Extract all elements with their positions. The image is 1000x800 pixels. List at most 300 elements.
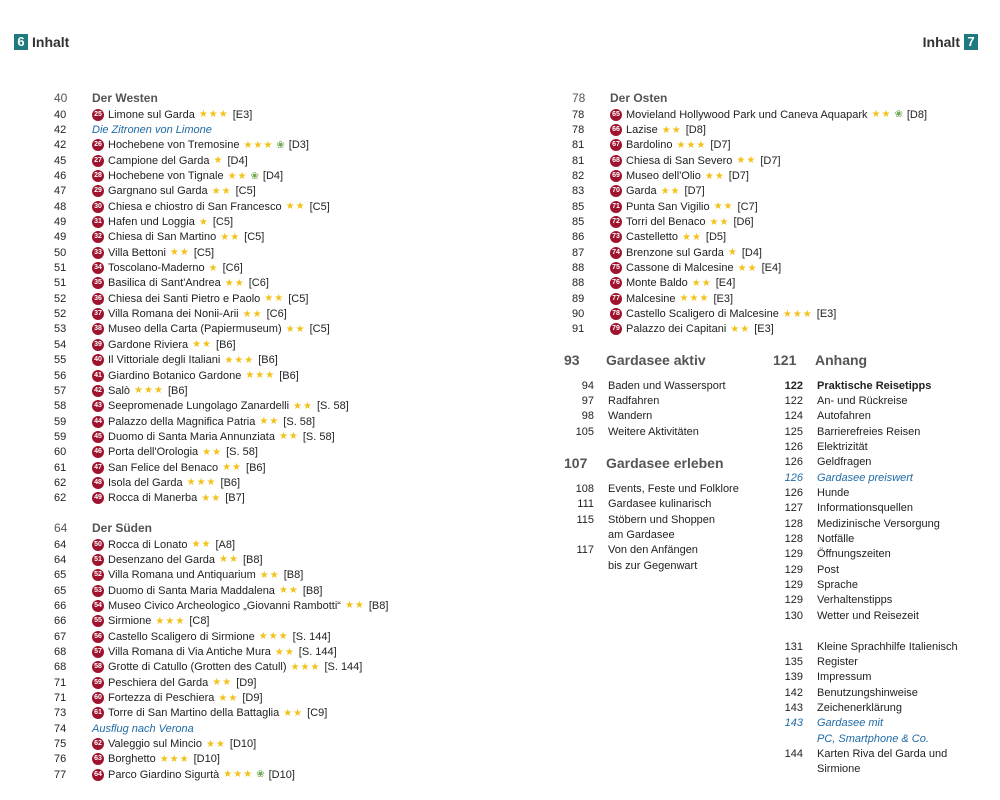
entry-title: Salò <box>108 384 131 397</box>
entry-title: Bardolino <box>626 139 673 152</box>
entry-page: 87 <box>572 246 585 259</box>
toc-entry[interactable] <box>54 138 494 153</box>
entry-title: Villa Romana dei Nonii-Arii <box>108 308 239 321</box>
sight-number-badge: 59 <box>92 677 104 689</box>
map-reference: [D8] <box>906 108 928 121</box>
toc-entry[interactable] <box>54 537 494 552</box>
entry-title: Barrierefreies Reisen <box>817 425 921 438</box>
toc-entry[interactable] <box>54 736 494 751</box>
star-rating: ★★ <box>212 677 233 689</box>
sight-number-badge: 50 <box>92 539 104 551</box>
toc-entry[interactable] <box>54 306 494 321</box>
sight-number-badge: 40 <box>92 354 104 366</box>
entry-title: Hafen und Loggia <box>108 216 195 229</box>
toc-entry[interactable] <box>773 470 993 485</box>
toc-entry[interactable] <box>773 501 993 516</box>
map-reference: [D9] <box>236 676 257 689</box>
entry-title: Karten Riva del Garda und <box>817 747 948 760</box>
toc-entry[interactable] <box>773 409 993 424</box>
toc-entry[interactable] <box>564 527 764 542</box>
toc-entry[interactable] <box>54 460 494 475</box>
toc-entry[interactable] <box>54 214 494 229</box>
entry-page: 51 <box>54 262 67 275</box>
section-title: Der Westen <box>92 91 158 105</box>
star-rating: ★★ <box>713 201 734 213</box>
section-west-head <box>54 90 494 106</box>
toc-entry[interactable] <box>564 393 764 408</box>
toc-entry[interactable] <box>572 214 982 229</box>
entry-title: Notfälle <box>817 533 855 546</box>
entry-title: Zeichenerklärung <box>817 701 902 714</box>
toc-entry[interactable] <box>54 383 494 398</box>
star-rating: ★★★ <box>782 308 813 320</box>
star-rating: ★★ <box>691 277 712 289</box>
entry-page: 59 <box>54 415 67 428</box>
toc-entry[interactable] <box>773 577 993 592</box>
star-rating: ★★ <box>202 446 223 458</box>
toc-entry[interactable] <box>54 644 494 659</box>
entry-title: Chiesa e chiostro di San Francesco <box>108 200 282 213</box>
entry-page: 64 <box>54 538 67 551</box>
nature-icon: ❀ <box>894 109 903 121</box>
map-reference: [S. 58] <box>316 400 349 413</box>
entry-title: Basilica di Sant'Andrea <box>108 277 221 290</box>
sight-number-badge: 48 <box>92 477 104 489</box>
entry-page: 126 <box>784 471 803 484</box>
sight-number-badge: 77 <box>610 293 622 305</box>
star-rating: ★★ <box>285 323 306 335</box>
sight-number-badge: 79 <box>610 323 622 335</box>
toc-entry[interactable] <box>54 690 494 705</box>
star-rating: ★★ <box>201 492 222 504</box>
map-reference: [S. 144] <box>298 646 337 659</box>
sight-number-badge: 70 <box>610 185 622 197</box>
entry-title: Punta San Vigilio <box>626 200 710 213</box>
entry-title: Chiesa di San Martino <box>108 231 217 244</box>
toc-entry[interactable] <box>773 455 993 470</box>
toc-entry[interactable] <box>572 153 982 168</box>
section-east-head <box>572 90 982 106</box>
toc-entry[interactable] <box>54 568 494 583</box>
section-page: 78 <box>572 91 586 105</box>
entry-title: Peschiera del Garda <box>108 676 209 689</box>
toc-entry[interactable] <box>54 675 494 690</box>
toc-entry[interactable] <box>54 598 494 613</box>
section-title: Anhang <box>815 352 868 368</box>
entry-page: 65 <box>54 569 67 582</box>
entry-page: 49 <box>54 216 67 229</box>
section-south-head <box>54 520 494 536</box>
entry-title: Chiesa dei Santi Pietro e Paolo <box>108 292 261 305</box>
toc-entry[interactable] <box>773 685 993 700</box>
toc-entry[interactable] <box>773 762 993 777</box>
sight-number-badge: 47 <box>92 462 104 474</box>
star-rating: ★★ <box>219 554 239 566</box>
entry-page: 122 <box>784 395 803 408</box>
sight-number-badge: 63 <box>92 753 104 765</box>
entry-title: Museo dell'Olio <box>626 170 701 183</box>
entry-title: Radfahren <box>608 395 660 408</box>
entry-title: Praktische Reisetipps <box>817 379 932 392</box>
star-rating: ★★ <box>192 339 213 351</box>
toc-entry[interactable] <box>564 543 764 558</box>
entry-title: Baden und Wassersport <box>608 379 726 392</box>
entry-title: Verhaltenstipps <box>817 594 893 607</box>
toc-entry[interactable] <box>773 716 993 731</box>
entry-title: San Felice del Benaco <box>108 461 219 474</box>
toc-entry[interactable] <box>54 614 494 629</box>
entry-page: 48 <box>54 200 67 213</box>
entry-title: Museo della Carta (Papiermuseum) <box>108 323 282 336</box>
toc-entry[interactable] <box>773 547 993 562</box>
toc-entry[interactable] <box>54 168 494 183</box>
map-reference: [D7] <box>728 170 749 183</box>
toc-entry[interactable] <box>773 593 993 608</box>
map-reference: [B6] <box>279 369 299 382</box>
map-reference: [E4] <box>715 277 736 290</box>
map-reference: [S. 58] <box>283 415 316 428</box>
entry-title: Stöbern und Shoppen <box>608 513 716 526</box>
entry-title: Borghetto <box>108 753 156 766</box>
entry-page: 76 <box>54 753 67 766</box>
toc-entry[interactable] <box>773 608 993 623</box>
star-rating: ★★ <box>191 539 212 551</box>
sight-number-badge: 57 <box>92 646 104 658</box>
toc-entry[interactable] <box>572 122 982 137</box>
entry-title: An- und Rückreise <box>817 395 908 408</box>
toc-entry[interactable] <box>773 700 993 715</box>
toc-entry[interactable] <box>54 767 494 782</box>
map-reference: [C6] <box>266 308 287 321</box>
map-reference: [B6] <box>246 461 266 474</box>
entry-title: Die Zitronen von Limone <box>92 124 212 137</box>
entry-page: 49 <box>54 231 67 244</box>
star-rating: ★★ <box>661 124 682 136</box>
toc-entry[interactable] <box>564 409 764 424</box>
toc-entry[interactable] <box>773 378 993 393</box>
map-reference: [D10] <box>229 738 257 751</box>
entry-page: 53 <box>54 323 67 336</box>
nature-icon: ❀ <box>250 170 259 182</box>
toc-entry[interactable] <box>572 276 982 291</box>
entry-title: Limone sul Garda <box>108 108 195 121</box>
toc-entry[interactable] <box>54 245 494 260</box>
entry-title: Monte Baldo <box>626 277 688 290</box>
toc-entry[interactable] <box>54 475 494 490</box>
entry-title: Weitere Aktivitäten <box>608 425 699 438</box>
map-reference: [C5] <box>193 246 215 259</box>
star-rating: ★★★ <box>134 385 164 397</box>
entry-page: 128 <box>784 517 803 530</box>
entry-page: 62 <box>54 476 67 489</box>
toc-entry[interactable] <box>54 706 494 721</box>
sight-number-badge: 66 <box>610 124 622 136</box>
entry-title: Castelletto <box>626 231 678 244</box>
toc-entry[interactable] <box>54 122 494 137</box>
entry-title: Events, Feste und Folklore <box>608 483 739 496</box>
entry-title: Hochebene von Tignale <box>108 170 224 183</box>
entry-title: Autofahren <box>817 410 871 423</box>
east-list <box>572 107 982 337</box>
toc-entry[interactable] <box>54 353 494 368</box>
toc-entry[interactable] <box>572 245 982 260</box>
sight-number-badge: 34 <box>92 262 104 274</box>
entry-title: am Gardasee <box>608 529 675 542</box>
toc-entry[interactable] <box>572 199 982 214</box>
entry-title: Medizinische Versorgung <box>817 517 940 530</box>
entry-title: Gardasee preiswert <box>817 471 913 484</box>
west-list <box>54 107 494 506</box>
section-page: 93 <box>564 352 580 368</box>
toc-entry[interactable] <box>54 552 494 567</box>
map-reference: [E3] <box>232 108 253 121</box>
toc-entry[interactable] <box>54 260 494 275</box>
entry-title: Villa Romana di Via Antiche Mura <box>108 646 271 659</box>
entry-title: Hochebene von Tremosine <box>108 139 240 152</box>
entry-page: 83 <box>572 185 585 198</box>
toc-entry[interactable] <box>54 721 494 736</box>
star-rating: ★★★ <box>243 139 274 151</box>
toc-entry[interactable] <box>773 746 993 761</box>
star-rating: ★★ <box>730 323 751 335</box>
toc-entry[interactable] <box>773 562 993 577</box>
sight-number-badge: 72 <box>610 216 622 228</box>
sight-number-badge: 36 <box>92 293 104 305</box>
entry-title: Hunde <box>817 487 850 500</box>
map-reference: [D5] <box>705 231 727 244</box>
entry-page: 40 <box>54 108 67 121</box>
map-reference: [A8] <box>215 538 236 551</box>
star-rating: ★★★ <box>198 109 229 121</box>
toc-entry[interactable] <box>572 260 982 275</box>
entry-page: 85 <box>572 200 585 213</box>
toc-entry[interactable] <box>54 429 494 444</box>
map-reference: [C5] <box>235 185 256 198</box>
toc-entry[interactable] <box>54 583 494 598</box>
entry-page: 66 <box>54 599 67 612</box>
map-reference: [E3] <box>816 308 837 321</box>
sight-number-badge: 29 <box>92 185 104 197</box>
toc-entry[interactable] <box>54 399 494 414</box>
star-rating: ★★★ <box>290 661 321 673</box>
toc-entry[interactable] <box>54 491 494 506</box>
sight-number-badge: 37 <box>92 308 104 320</box>
entry-page: 135 <box>784 655 803 668</box>
toc-entry[interactable] <box>54 752 494 767</box>
star-rating: ★★★ <box>159 753 190 765</box>
entry-page: 122 <box>784 379 803 392</box>
entry-page: 129 <box>784 579 803 592</box>
section-aktiv-head <box>564 350 764 370</box>
entry-page: 62 <box>54 492 67 505</box>
toc-entry[interactable] <box>773 516 993 531</box>
toc-entry[interactable] <box>773 670 993 685</box>
star-rating: ★★ <box>285 201 306 213</box>
toc-entry[interactable] <box>773 731 993 746</box>
toc-entry[interactable] <box>572 322 982 337</box>
entry-page: 82 <box>572 170 585 183</box>
toc-entry[interactable] <box>54 414 494 429</box>
entry-page: 47 <box>54 185 67 198</box>
star-rating: ★★ <box>222 462 243 474</box>
map-reference: [C5] <box>309 323 330 336</box>
toc-entry[interactable] <box>572 230 982 245</box>
toc-entry[interactable] <box>572 291 982 306</box>
sight-number-badge: 28 <box>92 170 104 182</box>
entry-page: 129 <box>784 563 803 576</box>
entry-page: 126 <box>784 487 803 500</box>
toc-entry[interactable] <box>564 558 764 573</box>
entry-page: 45 <box>54 154 67 167</box>
entry-title: Wandern <box>608 410 653 423</box>
entry-page: 74 <box>54 722 67 735</box>
sight-number-badge: 71 <box>610 201 622 213</box>
entry-page: 127 <box>784 502 803 515</box>
entry-page: 60 <box>54 446 67 459</box>
entry-title: Rocca di Lonato <box>108 538 188 551</box>
entry-page: 124 <box>784 410 803 423</box>
section-page: 40 <box>54 91 68 105</box>
toc-entry[interactable] <box>564 481 764 496</box>
map-reference: [D6] <box>733 216 754 229</box>
entry-page: 71 <box>54 676 67 689</box>
star-rating: ★★★ <box>676 139 707 151</box>
entry-title: Wetter und Reisezeit <box>817 609 919 622</box>
entry-page: 85 <box>572 216 585 229</box>
entry-title: Castello Scaligero di Malcesine <box>626 308 779 321</box>
toc-entry[interactable] <box>54 322 494 337</box>
sight-number-badge: 54 <box>92 600 104 612</box>
entry-page: 131 <box>784 640 803 653</box>
toc-entry[interactable] <box>54 153 494 168</box>
toc-entry[interactable] <box>54 199 494 214</box>
star-rating: ★★ <box>736 155 757 167</box>
star-rating: ★ <box>727 247 738 259</box>
sight-number-badge: 41 <box>92 370 104 382</box>
entry-page: 129 <box>784 594 803 607</box>
map-reference: [S. 58] <box>302 430 335 443</box>
entry-page: 46 <box>54 170 67 183</box>
map-reference: [B8] <box>302 584 323 597</box>
map-reference: [D10] <box>193 753 220 766</box>
toc-entry[interactable] <box>54 445 494 460</box>
anhang-list <box>773 378 993 777</box>
entry-page: 58 <box>54 400 67 413</box>
entry-page: 77 <box>54 768 67 781</box>
map-reference: [C5] <box>212 216 234 229</box>
map-reference: [B6] <box>220 476 241 489</box>
sight-number-badge: 38 <box>92 323 104 335</box>
toc-entry[interactable] <box>572 306 982 321</box>
toc-entry[interactable] <box>564 378 764 393</box>
star-rating: ★★★ <box>224 354 255 366</box>
entry-page: 143 <box>784 717 803 730</box>
entry-page: 105 <box>575 425 594 438</box>
toc-entry[interactable] <box>773 439 993 454</box>
map-reference: [D4] <box>227 154 248 167</box>
south-list <box>54 537 494 783</box>
sight-number-badge: 61 <box>92 707 104 719</box>
toc-entry[interactable] <box>54 184 494 199</box>
star-rating: ★★ <box>278 431 299 443</box>
toc-entry[interactable] <box>54 107 494 122</box>
aktiv-list <box>564 378 764 439</box>
toc-entry[interactable] <box>773 531 993 546</box>
section-page: 121 <box>773 352 797 368</box>
sight-number-badge: 65 <box>610 109 622 121</box>
entry-page: 115 <box>576 513 594 526</box>
star-rating: ★★ <box>227 170 248 182</box>
entry-page: 130 <box>784 609 803 622</box>
toc-entry[interactable] <box>564 512 764 527</box>
toc-entry[interactable] <box>773 485 993 500</box>
toc-entry[interactable] <box>564 497 764 512</box>
entry-title: Seepromenade Lungolago Zanardelli <box>108 400 290 413</box>
map-reference: [E3] <box>754 323 774 336</box>
sight-number-badge: 67 <box>610 139 622 151</box>
toc-entry[interactable] <box>572 138 982 153</box>
toc-entry[interactable] <box>572 107 982 122</box>
toc-entry[interactable] <box>773 654 993 669</box>
sight-number-badge: 74 <box>610 247 622 259</box>
entry-page: 68 <box>54 646 67 659</box>
map-reference: [C5] <box>244 231 265 244</box>
entry-page: 125 <box>784 425 803 438</box>
entry-page: 71 <box>54 692 67 705</box>
map-reference: [C9] <box>307 707 328 720</box>
toc-entry[interactable] <box>54 291 494 306</box>
map-reference: [B6] <box>167 384 188 397</box>
entry-page: 139 <box>784 671 803 684</box>
sight-number-badge: 44 <box>92 416 104 428</box>
toc-entry[interactable] <box>54 629 494 644</box>
toc-entry[interactable] <box>54 337 494 352</box>
sight-number-badge: 42 <box>92 385 104 397</box>
sight-number-badge: 56 <box>92 631 104 643</box>
map-reference: [C5] <box>288 292 309 305</box>
map-reference: [S. 144] <box>324 661 363 674</box>
toc-entry[interactable] <box>572 168 982 183</box>
entry-page: 129 <box>784 548 803 561</box>
erleben-list <box>564 481 764 573</box>
entry-title: Chiesa di San Severo <box>626 154 733 167</box>
entry-title: Lazise <box>626 124 658 137</box>
star-rating: ★★ <box>259 416 280 428</box>
entry-page: 142 <box>784 686 803 699</box>
toc-entry[interactable] <box>773 424 993 439</box>
toc-entry[interactable] <box>54 276 494 291</box>
entry-title: Sirmione <box>108 615 152 628</box>
section-title: Gardasee erleben <box>606 455 724 472</box>
entry-title: Von den Anfängen <box>608 544 698 557</box>
entry-title: Sprache <box>817 579 858 592</box>
toc-entry[interactable] <box>572 184 982 199</box>
toc-entry[interactable] <box>773 639 993 654</box>
map-reference: [C5] <box>309 200 330 213</box>
section-erleben-head <box>564 453 764 473</box>
toc-entry[interactable] <box>564 424 764 439</box>
entry-title: Geldfragen <box>817 456 872 469</box>
toc-entry[interactable] <box>54 368 494 383</box>
toc-entry[interactable] <box>54 230 494 245</box>
entry-page: 97 <box>581 395 594 408</box>
map-reference: [B8] <box>283 569 304 582</box>
toc-entry[interactable] <box>773 393 993 408</box>
entry-page: 143 <box>784 701 803 714</box>
entry-title: Rocca di Manerba <box>108 492 198 505</box>
entry-title: Register <box>817 655 858 668</box>
toc-entry[interactable] <box>54 660 494 675</box>
